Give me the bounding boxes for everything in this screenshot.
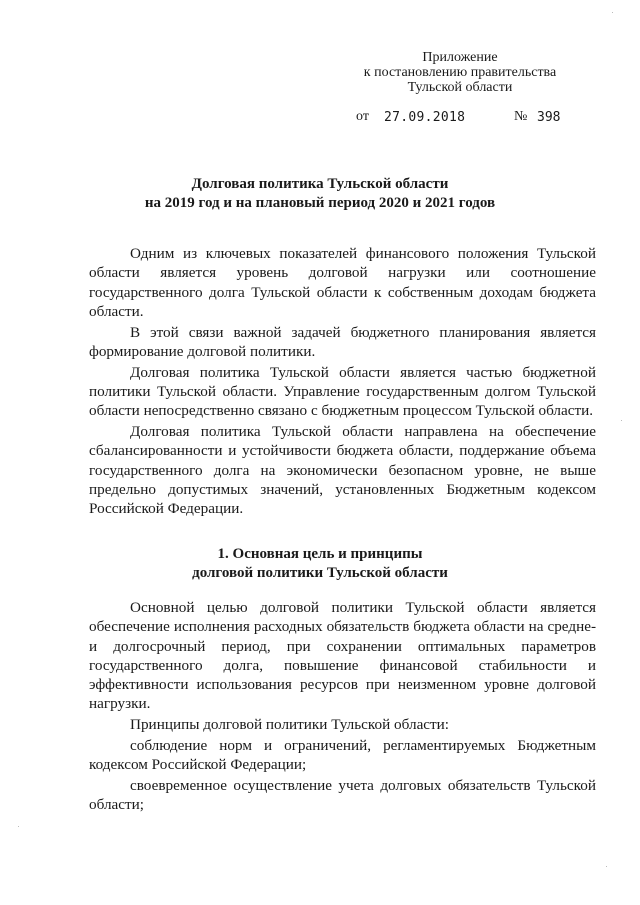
paragraph: Основной целью долговой политики Тульской области является обеспечение исполнения расходных обязательств бюджета области на средне- и долгосрочный период, при сохранении оптимальных параметров государственного долга, повышение финансовой стабильности и эффективности использования ресурсов при неизменном уровне долговой нагрузки. [89, 599, 596, 713]
appendix-line: к постановлению правительства [363, 65, 557, 80]
scan-speck [621, 420, 622, 421]
paragraph: Долговая политика Тульской области направлена на обеспечение сбалансированности и устойчивости бюджета области, поддержание объема государственного долга на экономически безопасном уровне, не выше предельно допустимых значений, установленных Бюджетным кодексом Российской Федерации. [89, 423, 596, 518]
paragraph: Принципы долговой политики Тульской области: [130, 716, 450, 734]
document-title [80, 175, 560, 213]
appendix-line: Тульской области [407, 80, 513, 95]
paragraph: Долговая политика Тульской области является частью бюджетной политики Тульской области. Управление государственным долгом Тульской области непосредственно связано с бюджетным процессом Тульской области. [89, 363, 596, 420]
scan-speck [612, 12, 613, 13]
order-details [356, 109, 576, 127]
appendix-block [340, 50, 580, 95]
scan-speck [606, 866, 607, 867]
section-heading [80, 545, 560, 583]
document-title-line: на 2019 год и на плановый период 2020 и 2021 годов [144, 195, 496, 211]
order-date: 27.09.2018 [384, 110, 466, 125]
appendix-line: Приложение [422, 50, 498, 65]
document-title-line: Долговая политика Тульской области [191, 176, 449, 192]
intro-section [89, 244, 596, 520]
section-heading-line: долговой политики Тульской области [192, 565, 448, 581]
section-body [89, 598, 596, 816]
order-number-label: № [514, 109, 528, 124]
paragraph: В этой связи важной задачей бюджетного планирования является формирование долговой политики. [89, 323, 596, 360]
paragraph: своевременное осуществление учета долговых обязательств Тульской области; [89, 777, 596, 814]
paragraph: Одним из ключевых показателей финансового положения Тульской области является уровень долговой нагрузки или соотношение государственного долга Тульской области к собственным доходам бюджета области. [89, 245, 596, 320]
section-heading-line: 1. Основная цель и принципы [217, 546, 423, 562]
paragraph: соблюдение норм и ограничений, регламентируемых Бюджетным кодексом Российской Федерации; [89, 737, 596, 774]
order-date-label: от [356, 109, 369, 124]
scan-speck [18, 826, 19, 827]
order-number: 398 [537, 110, 561, 125]
